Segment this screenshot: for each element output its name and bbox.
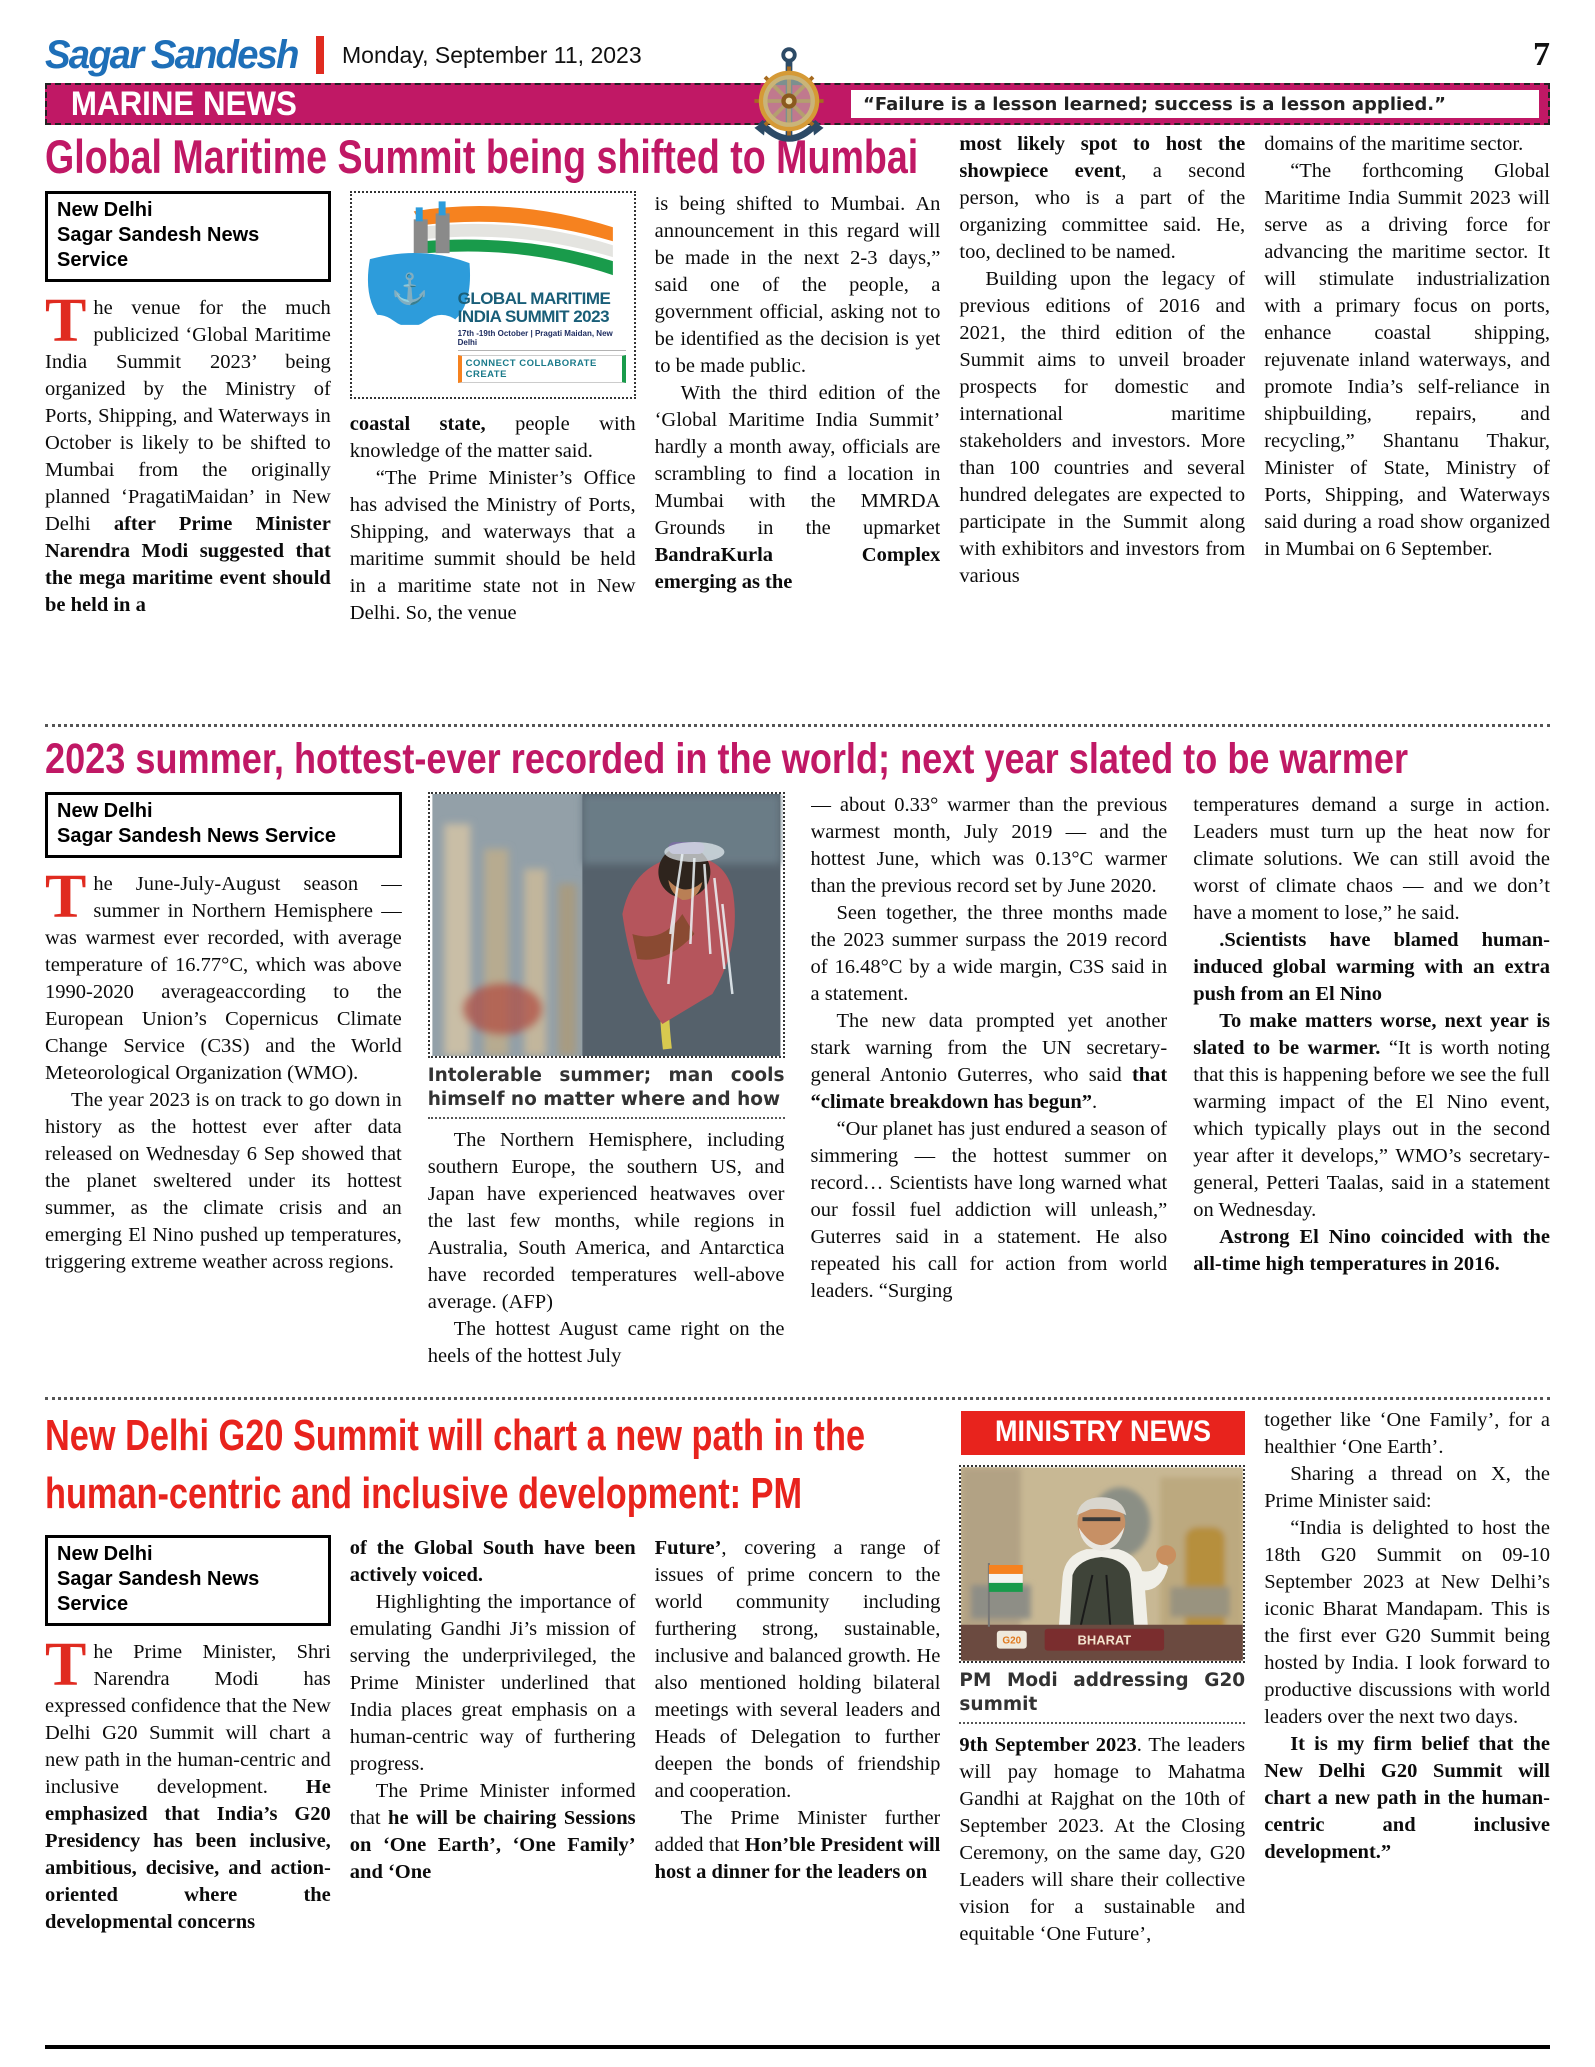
issue-date: Monday, September 11, 2023 <box>342 41 642 68</box>
byline-agency: Sagar Sandesh News Service <box>57 1568 260 1615</box>
article1-column-3 <box>655 191 941 715</box>
page-number: 7 <box>1533 36 1550 73</box>
body-paragraph: Future’, covering a range of issues of prime concern to the world community including furthering strong, sustainable, inclusive and balanced growth. He also mentioned holding bilateral meetings with several leaders and Heads of Delegation to further deepen the bonds of friendship and cooperation. <box>654 1537 941 1802</box>
summer-photo-graphic <box>430 794 783 1056</box>
article3-column-1 <box>45 1535 331 2035</box>
body-paragraph: “Our planet has just endured a season of simmering — the hottest summer on record… Scientists have long warned what our fossil fuel addiction will unleash,” Guterres said in a statement. He also repeated his call for action from world leaders. “Surging <box>810 1118 1168 1302</box>
summer-photo <box>428 792 785 1058</box>
summit-logo-title2: INDIA SUMMIT 2023 <box>457 307 610 327</box>
drop-cap: T <box>45 1631 87 1699</box>
modi-photo-caption: PM Modi addressing G20 summit <box>959 1670 1246 1716</box>
article-g20-summit <box>45 1407 1550 2035</box>
article2-column-4 <box>1193 792 1550 1388</box>
body-paragraph: most likely spot to host the showpiece event, a second person, who is a part of the organizing committee said. He, too, declined to be named. <box>959 133 1246 263</box>
caption-dotted-rule <box>959 1722 1245 1724</box>
caption-dotted-rule <box>428 1117 785 1119</box>
modi-photo <box>959 1465 1245 1663</box>
body-paragraph: domains of the maritime sector. <box>1264 133 1524 155</box>
summit-logo-image <box>350 191 636 399</box>
summit-logo-title1: GLOBAL MARITIME <box>457 289 611 309</box>
body-paragraph: The venue for the much publicized ‘Global Maritime India Summit 2023’ being organized by the Ministry of Ports, Shipping, and Waterways in October is likely to be shifted to Mumbai from the originally planned ‘PragatiMaidan’ in New Delhi after Prime Minister Narendra Modi suggested that the mega maritime event should be held in a <box>45 287 331 616</box>
body-paragraph: To make matters worse, next year is slated to be warmer. “It is worth noting that this is happening before we see the full warming impact of the El Nino event, which typically plays out in the second year after it develops,” WMO’s secretary-general, Petteri Taalas, said in a statement on Wednesday. <box>1193 1010 1550 1221</box>
ministry-news-banner: MINISTRY NEWS <box>961 1411 1245 1455</box>
body-paragraph: — about 0.33° warmer than the previous warmest month, July 2019 — and the hottest June, which was 0.13°C warmer than the previous record set by June 2020. <box>810 794 1168 897</box>
summit-logo-tagline: CONNECT COLLABORATE CREATE <box>458 355 626 383</box>
body-paragraph: With the third edition of the ‘Global Maritime India Summit’ hardly a month away, officials are scrambling to find a location in Mumbai with the MMRDA Grounds in the upmarket BandraKurla Complex emerging as the <box>654 382 941 593</box>
body-paragraph: The Northern Hemisphere, including southern Europe, the southern US, and Japan have experienced heatwaves over the last few months, while regions in Australia, South America, and Antarctica have recorded temperatures well-above average. (AFP) <box>427 1129 785 1314</box>
article2-headline: 2023 summer, hottest-ever recorded in the world; next year slated to be warmer <box>45 735 1409 783</box>
article2-column-1 <box>45 792 402 1388</box>
section-banner <box>45 83 1550 125</box>
body-paragraph: The new data prompted yet another stark warning from the UN secretary-general Antonio Guterres, who said that “climate breakdown has begun”. <box>810 1010 1168 1113</box>
byline-box <box>45 1535 331 1626</box>
article3-column-4 <box>959 1407 1245 2035</box>
article3-column-5 <box>1264 1407 1550 2035</box>
article2-body-col1 <box>45 863 402 1276</box>
byline-agency: Sagar Sandesh News Service <box>57 224 260 271</box>
body-paragraph: Seen together, the three months made the 2023 summer surpass the 2019 record of 16.48°C by a wide margin, C3S said in a statement. <box>810 902 1168 1005</box>
article1-column-2 <box>350 191 636 715</box>
section-title: MARINE NEWS <box>70 85 297 123</box>
article3-body-col1 <box>45 1631 331 1936</box>
body-paragraph: together like ‘One Family’, for a healthier ‘One Earth’. <box>1264 1409 1550 1458</box>
body-paragraph: temperatures demand a surge in action. Leaders must turn up the heat now for climate solutions. We can still avoid the worst of climate chaos — and we don’t have a moment to lose,” he said. <box>1193 794 1550 924</box>
body-paragraph: “India is delighted to host the 18th G20 Summit on 09-10 September 2023 at New Delhi’s iconic Bharat Mandapam. This is the first ever G20 Summit being hosted by India. I look forward to productive discussions with world leaders over the next two days. <box>1264 1517 1550 1728</box>
body-paragraph: .Scientists have blamed human-induced global warming with an extra push from an El Nino <box>1193 929 1550 1005</box>
body-paragraph: of the Global South have been actively voiced. <box>349 1537 636 1586</box>
article3-column-3 <box>655 1535 941 2035</box>
modi-photo-graphic <box>961 1467 1243 1661</box>
article1-column-4 <box>959 131 1245 715</box>
article2-column-3 <box>811 792 1168 1388</box>
quote-text: “Failure is a lesson learned; success is a lesson applied.” <box>863 93 1446 115</box>
body-paragraph: The June-July-August season — summer in Northern Hemisphere — was warmest ever recorded, with average temperature of 16.77°C, which was above 1990-2020 averageaccording to the European Union’s Copernicus Climate Change Service (C3S) and the World Meteorological Organization (WMO). <box>45 863 402 1084</box>
article3-column-2 <box>350 1535 636 2035</box>
drop-cap: T <box>45 863 87 931</box>
article3-headline: New Delhi G20 Summit will chart a new path in the human-centric and inclusive development: PM <box>45 1411 866 1518</box>
article1-column-1 <box>45 191 331 715</box>
g20-logo: G20 <box>1002 1635 1022 1647</box>
body-paragraph: It is my firm belief that the New Delhi G20 Summit will chart a new path in the human-centric and inclusive development.” <box>1264 1733 1550 1863</box>
article1-body-col1 <box>45 287 331 619</box>
article2-body-col2 <box>428 1127 785 1370</box>
article1-headline: Global Maritime Summit being shifted to Mumbai <box>45 131 919 183</box>
byline-location: New Delhi <box>57 800 153 822</box>
bottom-rule <box>45 2045 1550 2049</box>
body-paragraph: The Prime Minister informed that he will be chairing Sessions on ‘One Earth’, ‘One Family’ and ‘One <box>349 1780 636 1883</box>
article1-body-col2 <box>350 411 636 627</box>
summer-photo-caption: Intolerable summer; man cools himself no matter where and how <box>427 1065 785 1111</box>
body-paragraph: The year 2023 is on track to go down in history as the hottest ever after data released on Wednesday 6 Sep showed that the planet sweltered under its hottest summer, as the climate crisis and an emerging El Nino pushed up temperatures, triggering extreme weather across regions. <box>45 1089 402 1273</box>
body-paragraph: The Prime Minister further added that Hon’ble President will host a dinner for the leaders on <box>654 1807 941 1883</box>
dotted-separator <box>45 1397 1550 1400</box>
drop-cap: T <box>45 287 87 355</box>
body-paragraph: is being shifted to Mumbai. An announcement in this regard will be made in the next 2-3 days,” said one of the people, a government official, asking not to be identified as the decision is yet to be made public. <box>654 193 941 377</box>
body-paragraph: “The forthcoming Global Maritime India Summit 2023 will serve as a driving force for advancing the maritime sector. It will stimulate industrialization with a primary focus on ports, enhance coastal shipping, rejuvenate inland waterways, and promote India’s self-reliance in shipbuilding, repairs, and recycling,” Shantanu Thakur, Minister of State, Ministry of Ports, Shipping, and Waterways said during a road show organized in Mumbai on 6 September. <box>1264 160 1550 560</box>
summit-logo-text <box>458 290 626 383</box>
body-paragraph: 9th September 2023. The leaders will pay homage to Mahatma Gandhi at Rajghat on the 10th of September 2023. At the Closing Ceremony, on the same day, G20 Leaders will share their collective vision for a sustainable and equitable ‘One Future’, <box>959 1734 1246 1946</box>
body-paragraph: The Prime Minister, Shri Narendra Modi has expressed confidence that the New Delhi G20 Summit will chart a new path in the human-centric and inclusive development. He emphasized that India’s G20 Presidency has been inclusive, ambitious, decisive, and action-oriented where the developmental concerns <box>45 1631 331 1933</box>
body-paragraph: “The Prime Minister’s Office has advised the Ministry of Ports, Shipping, and waterways that a maritime summit should be held in a maritime state not in New Delhi. So, the venue <box>349 467 636 624</box>
byline-box <box>45 792 402 858</box>
body-paragraph: Astrong El Nino coincided with the all-time high temperatures in 2016. <box>1193 1226 1550 1275</box>
article-hottest-summer <box>45 734 1550 1388</box>
ship-wheel-anchor-icon <box>741 43 837 159</box>
body-paragraph: Highlighting the importance of emulating Gandhi Ji’s mission of serving the underprivileged, the Prime Minister underlined that India places great emphasis on a human-centric way of furthering progress. <box>349 1591 636 1775</box>
body-paragraph: coastal state, people with knowledge of the matter said. <box>349 413 636 462</box>
byline-location: New Delhi <box>57 1543 153 1565</box>
summit-logo-dates: 17th -19th October | Pragati Maidan, New Delhi <box>458 329 626 351</box>
byline-agency: Sagar Sandesh News Service <box>57 825 337 847</box>
article-maritime-summit <box>45 131 1550 715</box>
body-paragraph: The hottest August came right on the heels of the hottest July <box>427 1318 785 1368</box>
article1-column-5 <box>1264 131 1550 715</box>
dotted-separator <box>45 724 1550 727</box>
byline-box <box>45 191 331 282</box>
newspaper-logo: Sagar Sandesh <box>45 32 298 77</box>
masthead-divider <box>316 36 324 74</box>
quote-box <box>851 90 1539 118</box>
article2-column-2 <box>428 792 785 1388</box>
body-paragraph: Building upon the legacy of previous editions of 2016 and 2021, the third edition of the Summit aims to unveil broader prospects for domestic and international maritime stakeholders and investors. More than 100 countries and several hundred delegates are expected to participate in the Summit along with exhibitors and investors from various <box>959 268 1246 587</box>
desk-nameplate: BHARAT <box>1077 1632 1132 1648</box>
body-paragraph: Sharing a thread on X, the Prime Minister said: <box>1264 1463 1550 1512</box>
byline-location: New Delhi <box>57 199 153 221</box>
anchor-icon: ⚓ <box>390 272 429 306</box>
article3-body-col4 <box>959 1732 1245 1948</box>
